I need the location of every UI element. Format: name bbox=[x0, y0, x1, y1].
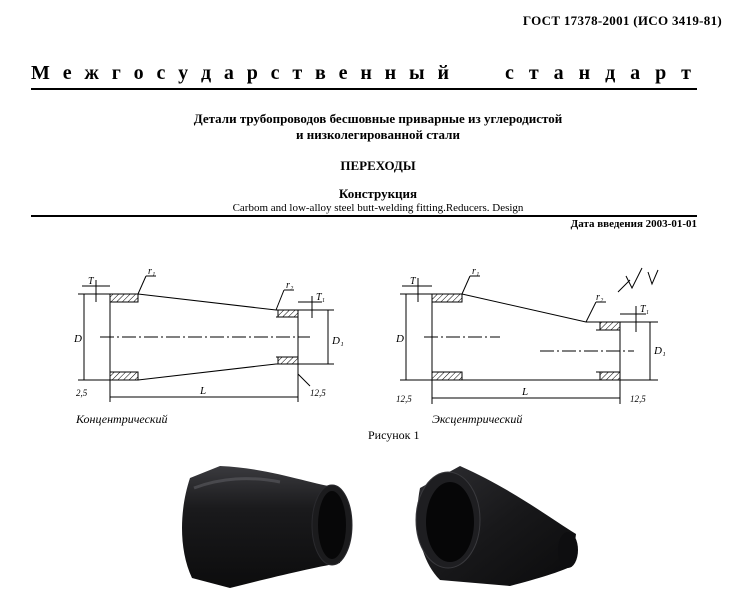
concentric-reducer-drawing bbox=[60, 262, 350, 412]
document-title-line-1: Детали трубопроводов бесшовные приварные из углеродистой bbox=[193, 111, 563, 126]
ecc-dim-l-label: L bbox=[522, 386, 529, 398]
ecc-dim-r1-label: r₁ bbox=[472, 266, 480, 277]
dim-d-label: D bbox=[74, 333, 82, 345]
figure-caption: Рисунок 1 bbox=[368, 428, 420, 442]
dim-bevel-left-label: 2,5 bbox=[76, 388, 88, 398]
interstate-word-0: М е ж г о с у д а р с т в е н н ы й bbox=[31, 62, 449, 84]
interstate-standard-heading bbox=[31, 62, 691, 85]
document-subtitle: ПЕРЕХОДЫ bbox=[340, 158, 416, 173]
ecc-dim-r2-label: r₂ bbox=[596, 292, 604, 303]
dim-r2-label: r₂ bbox=[286, 280, 294, 291]
middle-rule bbox=[31, 215, 697, 217]
dim-bevel-label: 12,5 bbox=[310, 388, 326, 398]
document-title bbox=[0, 111, 756, 143]
dim-t-label: T bbox=[88, 276, 94, 287]
document-title-line-2: и низколегированной стали bbox=[296, 127, 460, 142]
ecc-dim-t1-label: T₁ bbox=[640, 304, 650, 315]
ecc-dim-bevel-left-label: 12,5 bbox=[396, 394, 412, 404]
dim-r1-label: r₁ bbox=[148, 266, 156, 277]
introduction-date: Дата введения 2003-01-01 bbox=[570, 218, 697, 230]
concentric-reducer-photo bbox=[160, 448, 370, 598]
ecc-dim-bevel-label: 12,5 bbox=[630, 394, 646, 404]
top-rule bbox=[31, 88, 697, 90]
ecc-dim-t-label: T bbox=[410, 276, 416, 287]
ecc-dim-d-label: D bbox=[396, 333, 404, 345]
dim-l-label: L bbox=[200, 385, 207, 397]
dim-d1-label: D₁ bbox=[332, 335, 344, 347]
eccentric-outline bbox=[432, 294, 620, 380]
concentric-outline bbox=[110, 294, 298, 380]
eccentric-reducer-drawing bbox=[390, 262, 680, 412]
standard-number: ГОСТ 17378-2001 (ИСО 3419-81) bbox=[522, 13, 722, 28]
eccentric-caption: Эксцентрический bbox=[432, 412, 523, 426]
concentric-caption: Концентрический bbox=[76, 412, 168, 426]
eccentric-reducer-photo bbox=[400, 448, 600, 598]
ecc-dim-d1-label: D₁ bbox=[654, 345, 666, 357]
english-title: Carbom and low-alloy steel butt-welding fitting.Reducers. Design bbox=[232, 202, 524, 214]
dim-t1-label: T₁ bbox=[316, 292, 326, 303]
interstate-word-1: с т а н д а р т bbox=[505, 62, 691, 84]
document-design-heading: Конструкция bbox=[338, 186, 418, 201]
